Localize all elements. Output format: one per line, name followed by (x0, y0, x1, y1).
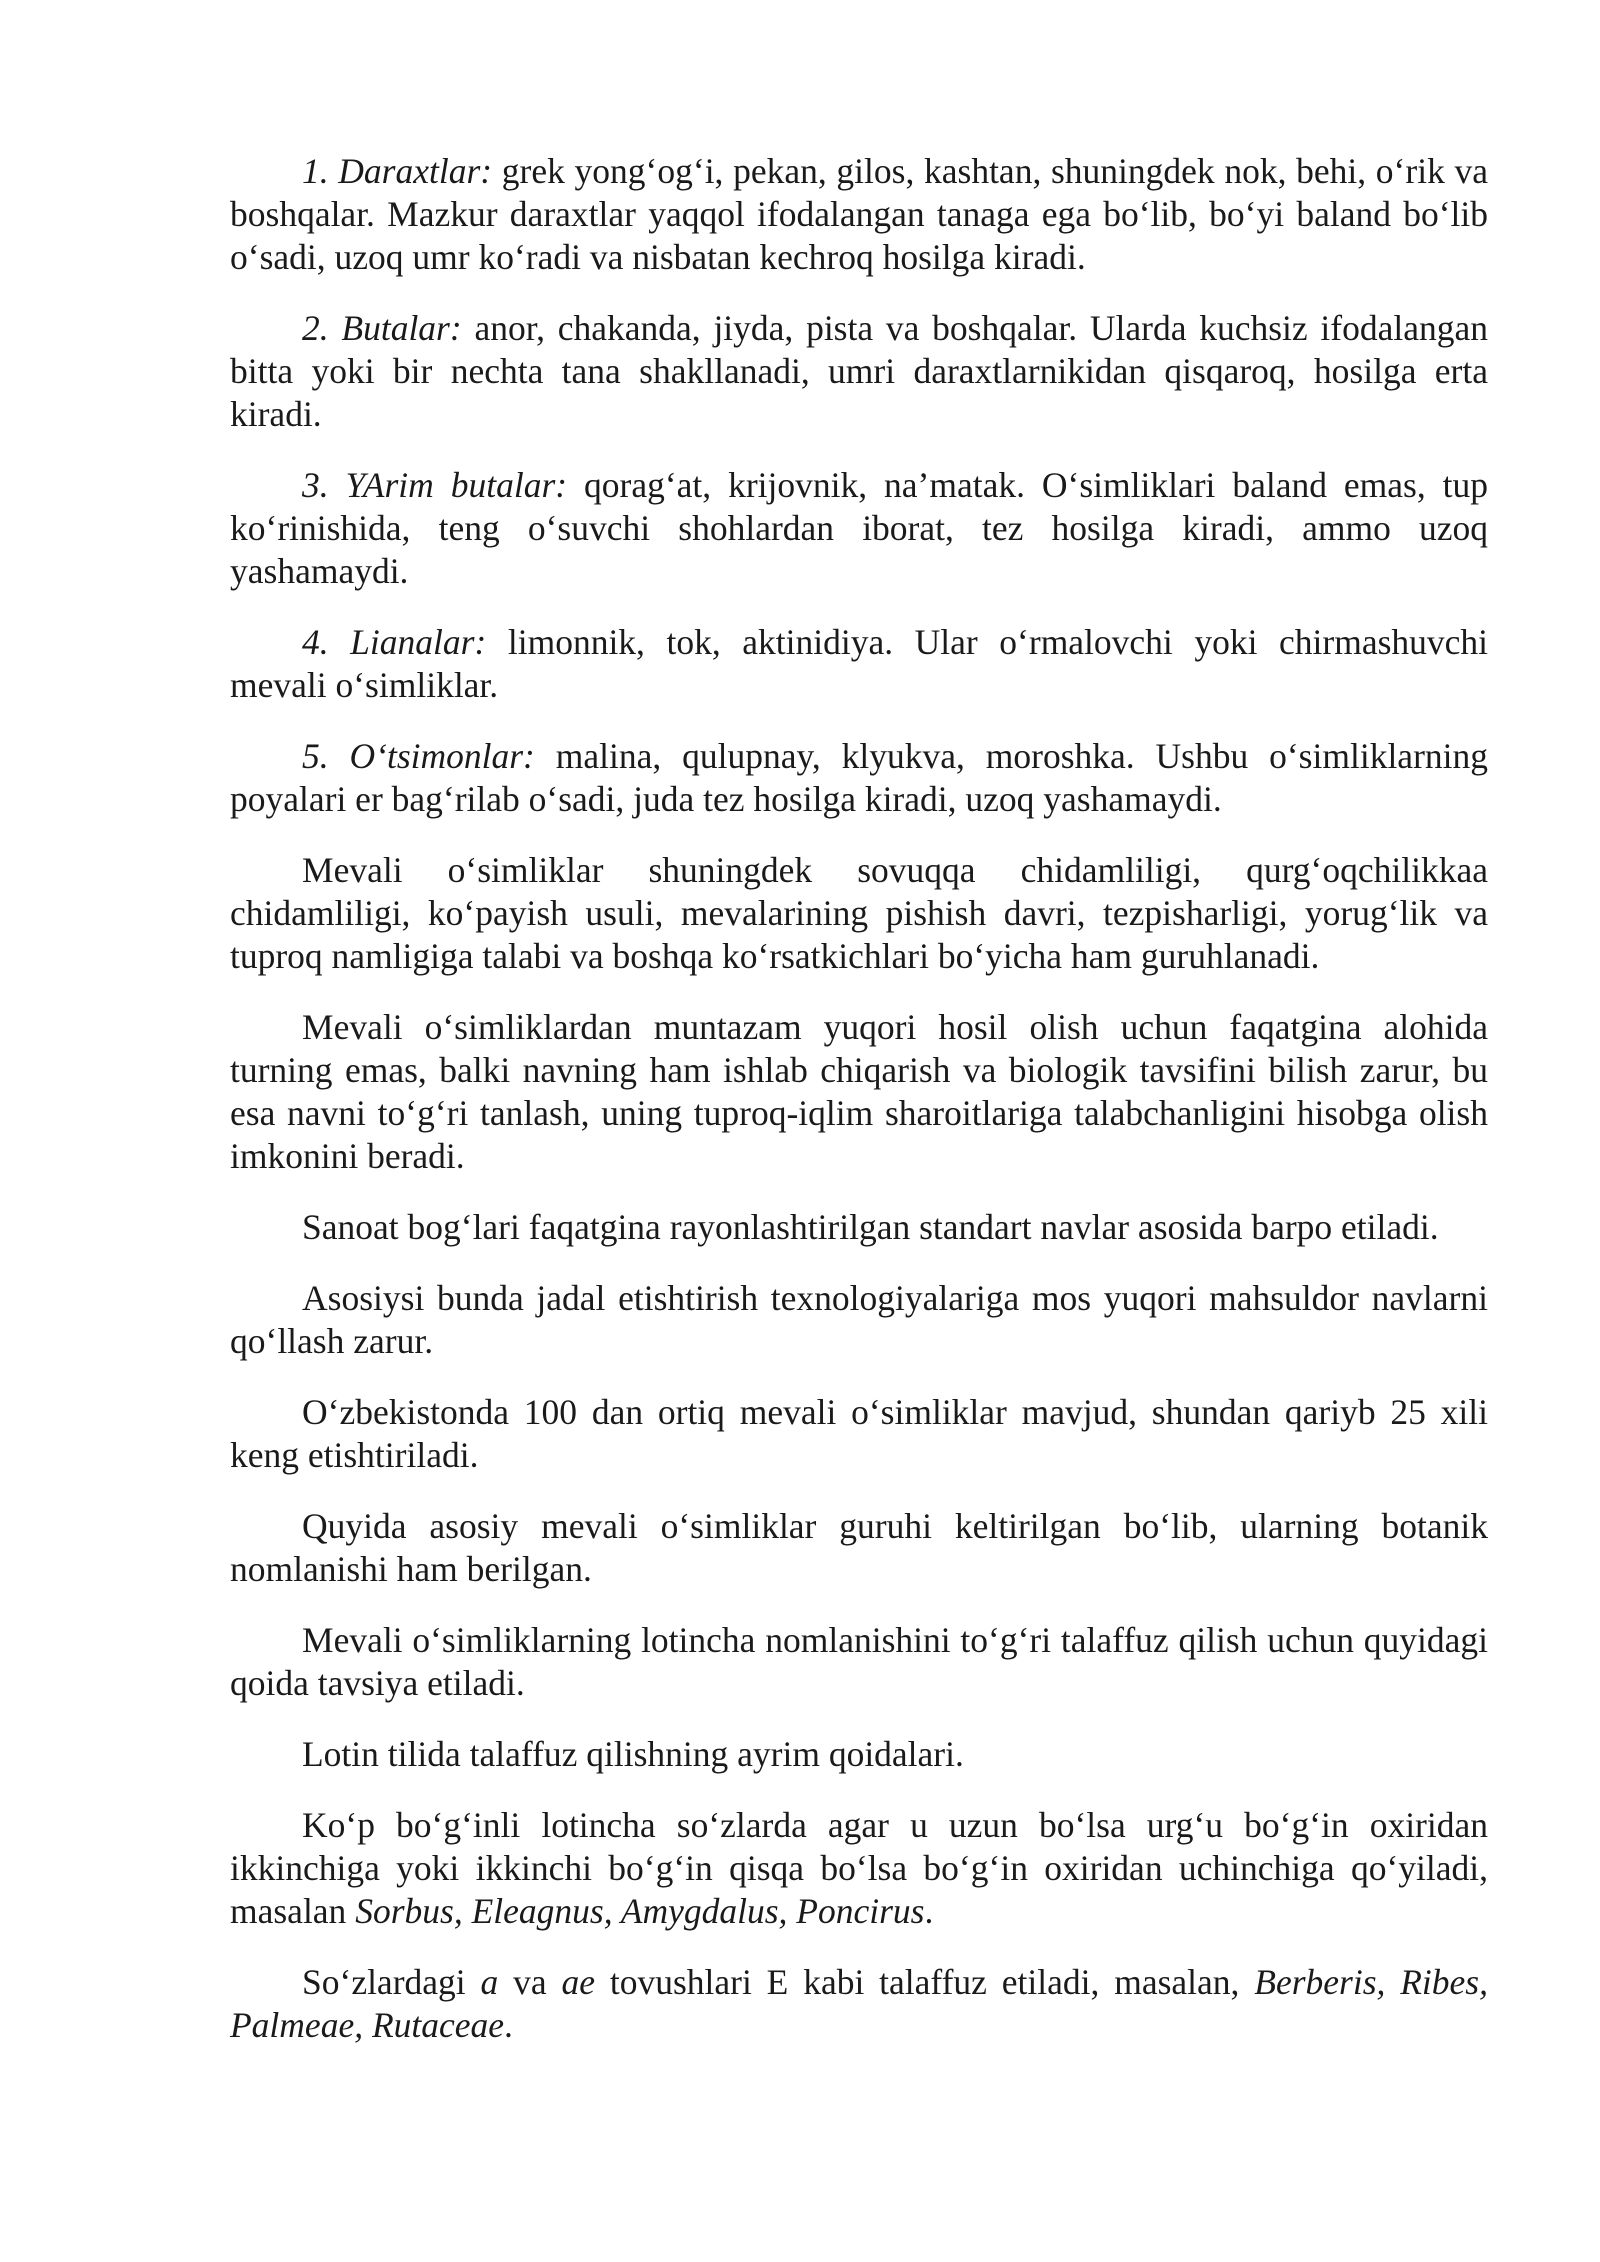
term-label: 2. Butalar: (302, 308, 462, 348)
paragraph-yield (230, 1006, 1488, 1178)
paragraph-otsimonlar (230, 735, 1488, 821)
paragraph-grouping (230, 849, 1488, 978)
paragraph-lianalar (230, 621, 1488, 707)
paragraph-text: Sanoat bog‘lari faqatgina rayonlashtirilgan standart navlar asosida barpo etiladi. (302, 1207, 1439, 1247)
paragraph-latin-rules-heading (230, 1733, 1488, 1776)
paragraph-daraxtlar (230, 150, 1488, 279)
paragraph-text: qorag‘at, krijovnik, na’matak. O‘simliklari baland emas, tup ko‘rinishida, teng o‘suvchi shohlardan iborat, tez hosilga kiradi, ammo uzoq yashamaydi. (230, 465, 1488, 591)
paragraph-text: Lotin tilida talaffuz qilishning ayrim qoidalari. (302, 1734, 964, 1774)
paragraph-text: Asosiysi bunda jadal etishtirish texnologiyalariga mos yuqori mahsuldor navlarni qo‘llash zarur. (230, 1278, 1488, 1361)
paragraph-text: . (504, 2005, 513, 2045)
paragraph-text: So‘zlardagi (302, 1962, 481, 2002)
paragraph-text: O‘zbekistonda 100 dan ortiq mevali o‘simliklar mavjud, shundan qariyb 25 xili keng etishtiriladi. (230, 1392, 1488, 1475)
paragraph-botanical-names (230, 1505, 1488, 1591)
paragraph-text: malina, qulupnay, klyukva, moroshka. Ushbu o‘simliklarning poyalari er bag‘rilab o‘sadi, juda tez hosilga kiradi, uzoq yashamaydi. (230, 736, 1489, 819)
paragraph-text: Ko‘p bo‘g‘inli lotincha so‘zlarda agar u uzun bo‘lsa urg‘u bo‘g‘in oxiridan ikkinchiga yoki ikkinchi bo‘g‘in qisqa bo‘lsa bo‘g‘in oxiridan uchinchiga qo‘yiladi, masalan (230, 1805, 1488, 1931)
letters-ae: ae (561, 1962, 595, 2002)
paragraph-text: limonnik, tok, aktinidiya. Ular o‘rmalovchi yoki chirmashuvchi mevali o‘simliklar. (230, 622, 1489, 705)
document-page (230, 150, 1488, 2075)
term-label: 1. Daraxtlar: (302, 151, 493, 191)
latin-examples: Sorbus, Eleagnus, Amygdalus, Poncirus (355, 1891, 925, 1931)
paragraph-stress-rule (230, 1804, 1488, 1933)
paragraph-text: anor, chakanda, jiyda, pista va boshqalar. Ularda kuchsiz ifodalangan bitta yoki bir nechta tana shakllanadi, umri daraxtlarnikidan qisqaroq, hosilga erta kiradi. (230, 308, 1488, 434)
paragraph-text: Mevali o‘simliklar shuningdek sovuqqa chidamliligi, qurg‘oqchilikkaa chidamliligi, ko‘payish usuli, mevalarining pishish davri, tezpisharligi, yorug‘lik va tuproq namligiga talabi va boshqa ko‘rsatkichlari bo‘yicha ham guruhlanadi. (230, 850, 1488, 976)
paragraph-intensive (230, 1277, 1488, 1363)
paragraph-text: Quyida asosiy mevali o‘simliklar guruhi keltirilgan bo‘lib, ularning botanik nomlanishi ham berilgan. (230, 1506, 1488, 1589)
term-label: 5. O‘tsimonlar: (302, 736, 535, 776)
paragraph-text: . (924, 1891, 934, 1931)
paragraph-yarim-butalar (230, 464, 1488, 593)
letter-a: a (480, 1962, 499, 2002)
paragraph-text: tovushlari E kabi talaffuz etiladi, masalan, (594, 1962, 1255, 2002)
paragraph-butalar (230, 307, 1488, 436)
term-label: 3. YArim butalar: (302, 465, 568, 505)
paragraph-vowel-rule (230, 1961, 1488, 2047)
latin-examples: Berberis, Ribes, Palmeae, Rutaceae (230, 1962, 1488, 2045)
paragraph-industrial-gardens (230, 1206, 1488, 1249)
paragraph-uzbekistan (230, 1391, 1488, 1477)
paragraph-text: Mevali o‘simliklardan muntazam yuqori hosil olish uchun faqatgina alohida turning emas, balki navning ham ishlab chiqarish va biologik tavsifini bilish zarur, bu esa navni to‘g‘ri tanlash, uning tuproq-iqlim sharoitlariga talabchanligini hisobga olish imkonini beradi. (230, 1007, 1488, 1176)
paragraph-text: va (498, 1962, 562, 2002)
paragraph-pronunciation (230, 1619, 1488, 1705)
term-label: 4. Lianalar: (302, 622, 487, 662)
paragraph-text: grek yong‘og‘i, pekan, gilos, kashtan, shuningdek nok, behi, o‘rik va boshqalar. Mazkur daraxtlar yaqqol ifodalangan tanaga ega bo‘lib, bo‘yi baland bo‘lib o‘sadi, uzoq umr ko‘radi va nisbatan kechroq hosilga kiradi. (230, 151, 1488, 277)
paragraph-text: Mevali o‘simliklarning lotincha nomlanishini to‘g‘ri talaffuz qilish uchun quyidagi qoida tavsiya etiladi. (230, 1620, 1488, 1703)
